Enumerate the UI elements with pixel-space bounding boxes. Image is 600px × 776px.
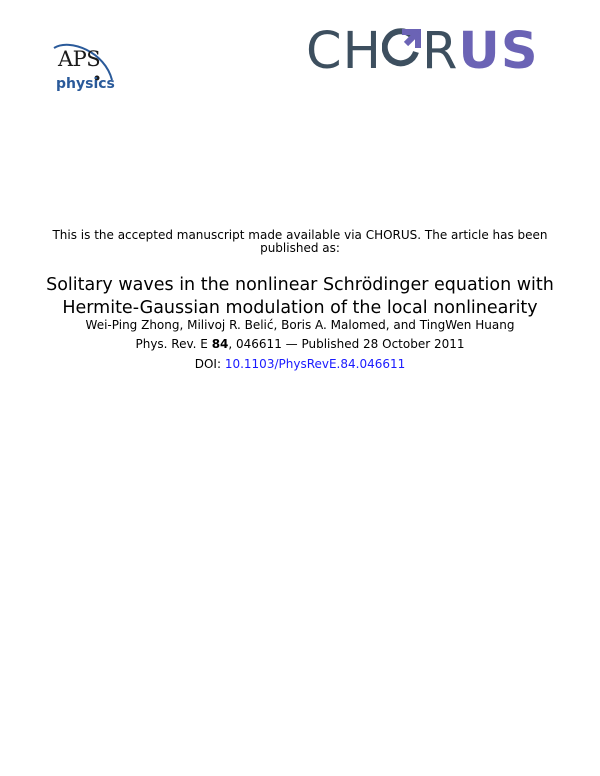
citation-volume: 84	[211, 337, 229, 351]
citation-journal: Phys. Rev. E	[135, 337, 212, 351]
article-doi	[20, 357, 580, 371]
manuscript-notice: This is the accepted manuscript made available via CHORUS. The article has been published as:	[52, 228, 548, 255]
chorus-logo-text-mid: R	[421, 22, 459, 81]
aps-logo-text: APS	[58, 47, 101, 71]
chorus-logo-text-accent: US	[458, 22, 539, 81]
article-title: Solitary waves in the nonlinear Schrödinger equation with Hermite-Gaussian modulation of the local nonlinearity	[46, 275, 554, 318]
article-citation	[20, 337, 580, 351]
aps-logo-subtext: physics	[56, 76, 115, 92]
chorus-logo-text-left: CH	[306, 22, 382, 81]
chorus-o-arrow-icon	[382, 26, 422, 72]
doi-link[interactable]: 10.1103/PhysRevE.84.046611	[224, 357, 406, 371]
chorus-logo	[306, 22, 539, 81]
article-authors: Wei-Ping Zhong, Milivoj R. Belić, Boris A. Malomed, and TingWen Huang	[85, 318, 515, 332]
doi-label: DOI:	[194, 357, 225, 371]
aps-physics-logo	[50, 40, 120, 98]
citation-details: , 046611 — Published 28 October 2011	[228, 337, 465, 351]
